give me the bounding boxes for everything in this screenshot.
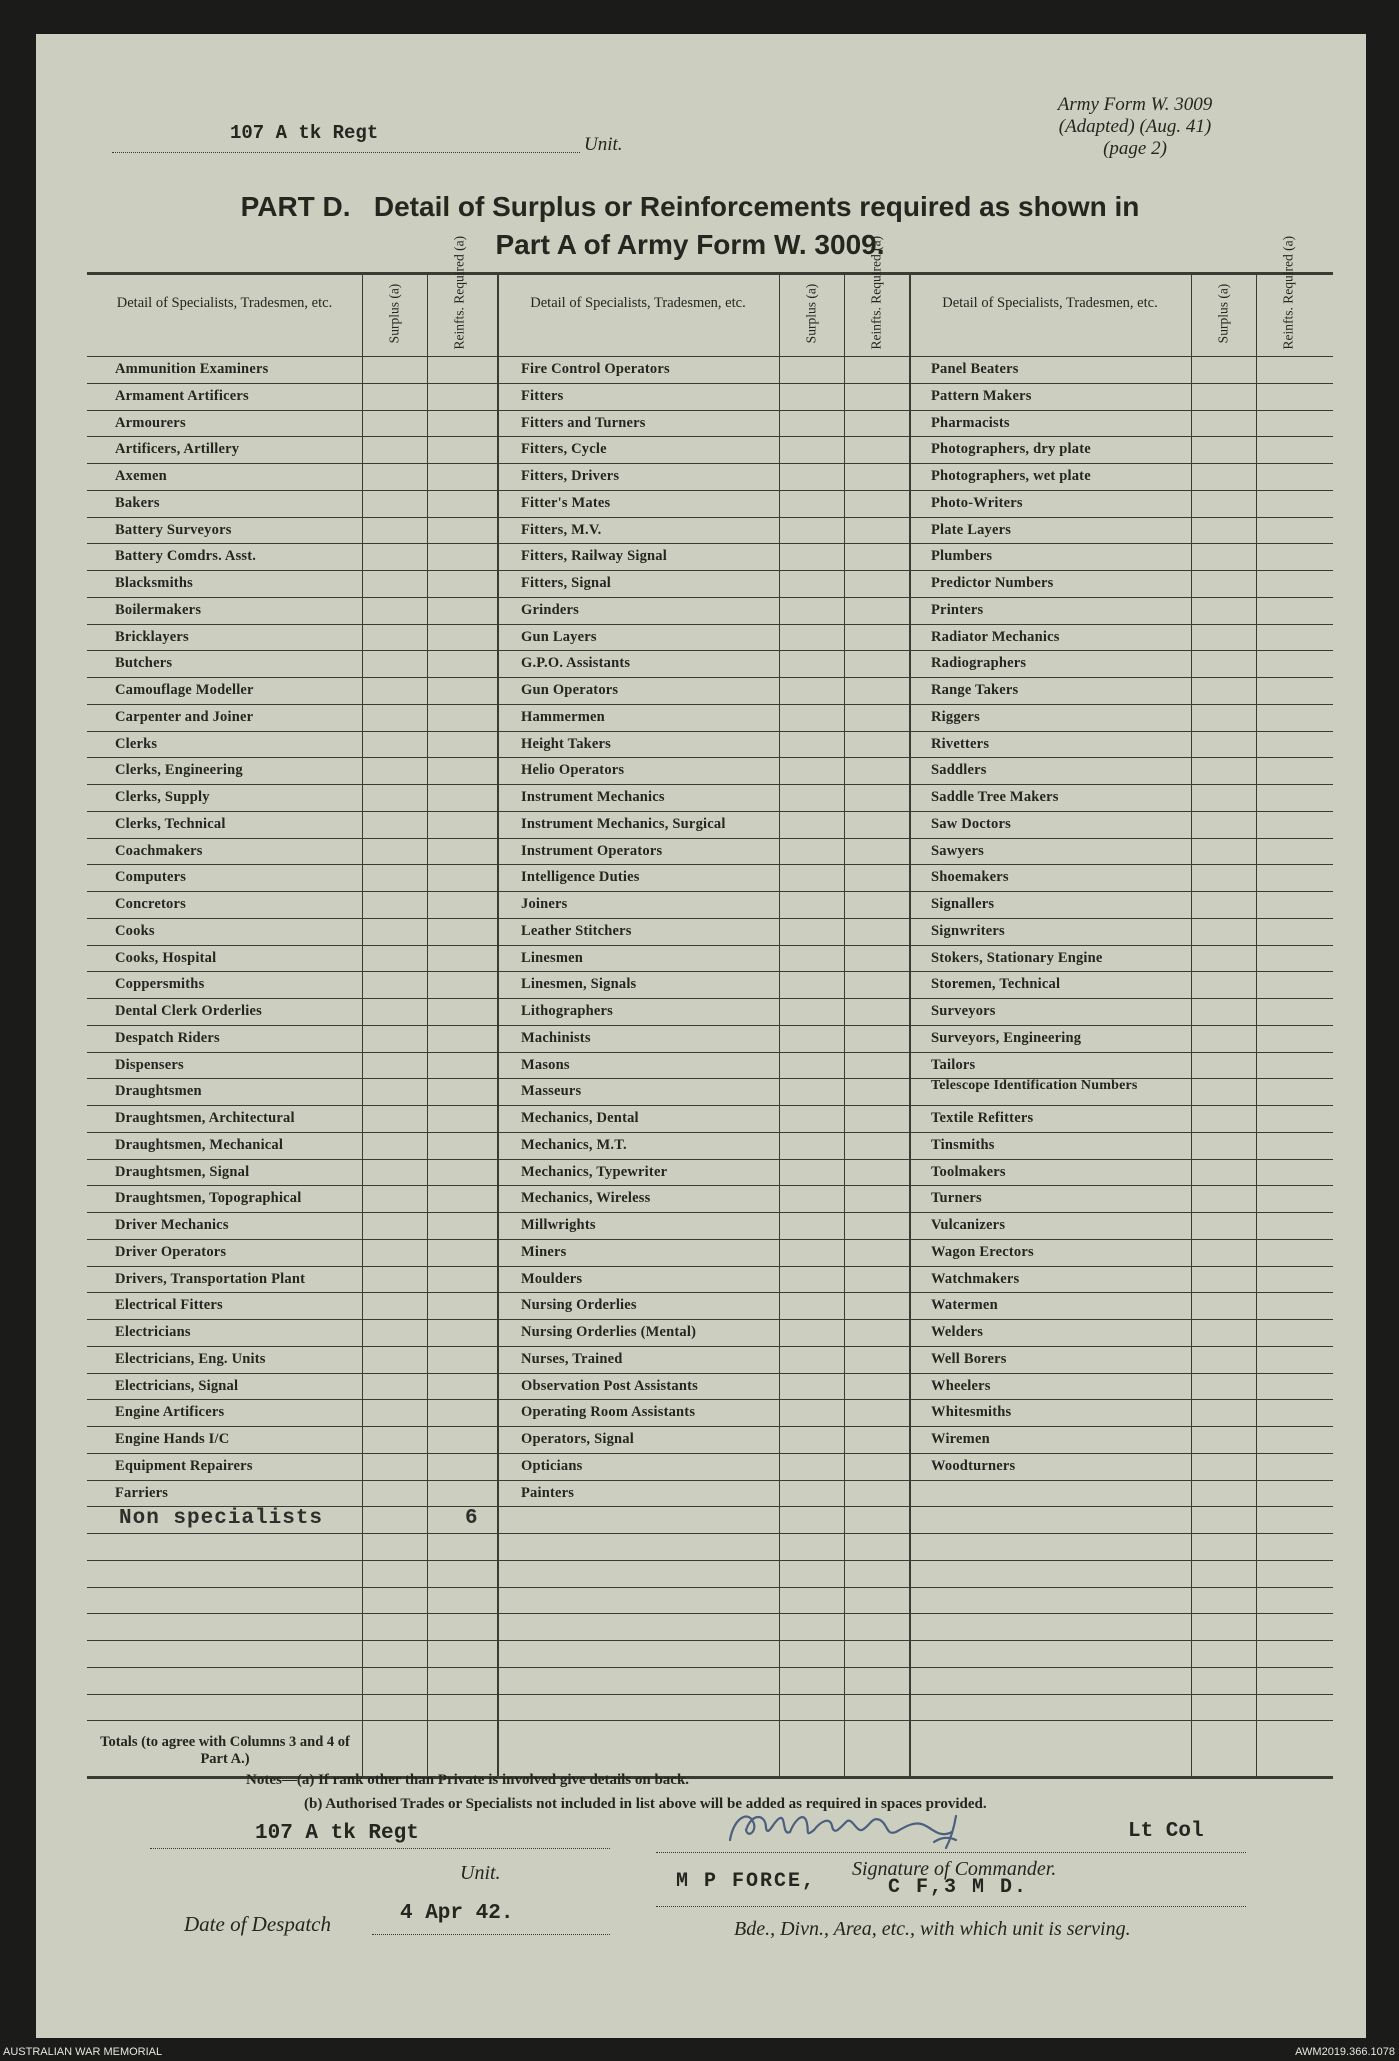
specialist-name: Hammermen [521,708,605,725]
entry-reinfts: 6 [465,1507,479,1531]
specialist-name: Wheelers [931,1377,991,1394]
group-divider [497,272,499,1776]
specialist-name: Despatch Riders [115,1029,220,1046]
row-rule [87,383,1333,384]
specialist-name: Wiremen [931,1431,990,1447]
specialist-name: Operators, Signal [521,1431,634,1447]
date-value: 4 Apr 42. [400,1902,514,1925]
specialist-name: Sawyers [931,842,984,859]
archive-left: AUSTRALIAN WAR MEMORIAL [3,2046,163,2058]
row-rule [87,1319,1333,1320]
row-rule [87,838,1333,839]
specialist-name: Masseurs [521,1083,582,1100]
specialist-name: Mechanics, Dental [521,1110,639,1126]
specialist-name: Surveyors [931,1003,996,1019]
row-rule [87,490,1333,491]
row-rule [87,624,1333,625]
col-divider [779,272,780,1776]
specialist-name: Fire Control Operators [521,361,670,377]
specialist-name: Radiator Mechanics [931,628,1060,645]
specialist-name: Bakers [115,494,160,511]
specialist-name: Fitters, M.V. [521,521,602,538]
specialist-name: G.P.O. Assistants [521,655,631,672]
specialist-name: Drivers, Transportation Plant [115,1270,306,1287]
header-surplus: Surplus (a) [1215,283,1231,344]
specialist-name: Clerks, Technical [115,815,226,832]
specialist-name: Computers [115,869,187,886]
specialist-name: Fitters, Railway Signal [521,548,667,565]
specialist-name: Printers [931,601,984,618]
area-value-2: C F,3 M D. [888,1876,1029,1899]
group-divider [909,272,911,1776]
specialist-name: Gun Layers [521,628,597,645]
specialist-name: Telescope Identification Numbers [931,1078,1138,1094]
specialist-name: Axemen [115,468,167,484]
header-bottom-rule [87,356,1333,357]
specialist-name: Blacksmiths [115,575,193,591]
row-rule [87,1533,1333,1534]
specialist-name: Fitters and Turners [521,414,646,431]
specialist-name: Draughtsmen, Mechanical [115,1136,284,1153]
specialist-name: Clerks, Engineering [115,762,243,779]
specialist-name: Farriers [115,1484,169,1501]
specialist-name: Fitter's Mates [521,494,611,511]
specialist-name: Photographers, dry plate [931,441,1091,458]
title-line1: PART D. Detail of Surplus or Reinforcements required as shown in [240,191,1140,222]
signature-label: Signature of Commander. [852,1858,1057,1880]
specialist-name: Photo-Writers [931,494,1023,511]
row-rule [87,811,1333,812]
specialist-name: Camouflage Modeller [115,682,254,698]
footer-unit-value: 107 A tk Regt [255,1822,419,1845]
row-rule [87,1292,1333,1293]
specialist-name: Tailors [931,1056,976,1073]
unit-top-field [112,122,580,153]
specialist-name: Mechanics, M.T. [521,1136,627,1153]
specialist-name: Engine Hands I/C [115,1431,230,1447]
rank-value: Lt Col [1128,1820,1204,1843]
specialist-name: Operating Room Assistants [521,1404,696,1421]
row-rule [87,436,1333,437]
specialist-name: Coachmakers [115,842,203,859]
handwritten-signature [720,1802,980,1850]
row-rule [87,731,1333,732]
col-divider [1191,272,1192,1776]
area-field-line [656,1906,1246,1907]
specialist-name: Intelligence Duties [521,869,640,886]
specialist-name: Range Takers [931,682,1019,698]
row-rule [87,891,1333,892]
specialist-name: Draughtsmen, Signal [115,1163,250,1180]
specialist-name: Textile Refitters [931,1110,1034,1126]
form-reference-line1: Army Form W. 3009 [1057,94,1213,115]
specialist-name: Bricklayers [115,628,189,645]
footer-unit-field [150,1818,610,1849]
form-reference-line2: (Adapted) (Aug. 41) [1058,116,1212,137]
specialist-name: Moulders [521,1270,583,1287]
row-rule [87,1052,1333,1053]
date-field [372,1902,610,1935]
specialist-name: Storemen, Technical [931,976,1061,993]
specialist-name: Fitters, Signal [521,575,611,591]
specialist-name: Plate Layers [931,521,1012,538]
row-rule [87,1132,1333,1133]
specialist-name: Linesmen [521,949,584,966]
specialist-name: Battery Surveyors [115,521,232,538]
header-detail: Detail of Specialists, Tradesmen, etc. [116,295,333,311]
row-rule [87,998,1333,999]
area-value-1: M P FORCE, [676,1870,817,1893]
row-rule [87,1667,1333,1668]
row-rule [87,945,1333,946]
specialist-name: Photographers, wet plate [931,468,1091,484]
totals-label: Totals (to agree with Columns 3 and 4 of Part A.) [100,1734,350,1768]
specialist-name: Electrical Fitters [115,1297,223,1314]
specialist-name: Artificers, Artillery [115,441,240,458]
specialist-name: Watermen [931,1297,998,1314]
row-rule [87,1266,1333,1267]
specialist-name: Saw Doctors [931,815,1011,832]
specialist-name: Concretors [115,896,186,912]
specialist-name: Leather Stitchers [521,922,632,939]
specialist-name: Stokers, Stationary Engine [931,949,1103,966]
row-rule [87,864,1333,865]
row-rule [87,1587,1333,1588]
col-divider [1256,272,1257,1776]
header-surplus: Surplus (a) [386,283,402,344]
header-surplus: Surplus (a) [803,283,819,344]
header-detail: Detail of Specialists, Tradesmen, etc. [530,295,746,311]
row-rule [87,757,1333,758]
specialist-name: Coppersmiths [115,976,205,993]
specialist-name: Helio Operators [521,762,625,779]
specialist-name: Ammunition Examiners [115,361,269,377]
row-rule [87,650,1333,651]
specialist-name: Predictor Numbers [931,575,1054,591]
specialist-name: Draughtsmen [115,1083,202,1100]
unit-top-value: 107 A tk Regt [230,122,379,144]
row-rule [87,1399,1333,1400]
specialist-name: Equipment Repairers [115,1457,253,1474]
row-rule [87,1694,1333,1695]
specialist-name: Linesmen, Signals [521,976,637,993]
specialist-name: Gun Operators [521,682,619,698]
form-reference-line3: (page 2) [1103,138,1167,159]
specialist-name: Signallers [931,896,995,912]
specialist-name: Clerks, Supply [115,789,210,805]
specialist-name: Fitters, Cycle [521,441,607,458]
specialist-name: Miners [521,1243,567,1260]
row-rule [87,1105,1333,1106]
footer-unit-label: Unit. [460,1862,501,1884]
col-divider [427,272,428,1776]
specialist-name: Joiners [521,896,568,912]
row-rule [87,517,1333,518]
area-label: Bde., Divn., Area, etc., with which unit is serving. [734,1918,1131,1940]
specialist-name: Electricians, Signal [115,1377,239,1394]
specialist-name: Instrument Mechanics, Surgical [521,815,726,832]
form-reference [1010,94,1260,160]
row-rule [87,597,1333,598]
header-detail: Detail of Specialists, Tradesmen, etc. [942,295,1158,311]
specialist-name: Toolmakers [931,1163,1006,1180]
title-line2: Part A of Army Form W. 3009. [495,229,885,260]
row-rule [87,918,1333,919]
specialist-name: Lithographers [521,1003,614,1019]
specialist-name: Riggers [931,708,980,725]
entry-label: Non specialists [119,1507,324,1531]
specialist-name: Radiographers [931,655,1027,672]
note-a: Notes—(a) If rank other than Private is involved give details on back. [246,1772,690,1788]
header-reinfts: Reinfts. Required (a) [451,235,467,350]
specialist-name: Saddle Tree Makers [931,789,1059,805]
archive-right: AWM2019.366.1078 [1295,2046,1395,2058]
row-rule [87,570,1333,571]
specialist-name: Dispensers [115,1056,184,1073]
unit-top-label: Unit. [584,134,623,155]
header-reinfts: Reinfts. Required (a) [1280,235,1296,350]
specialist-name: Welders [931,1324,984,1340]
specialist-name: Signwriters [931,922,1005,939]
page-title [140,188,1240,264]
row-rule [87,1560,1333,1561]
specialist-name: Pattern Makers [931,387,1032,404]
specialist-name: Fitters [521,387,564,404]
specialist-name: Pharmacists [931,414,1010,431]
specialist-name: Machinists [521,1029,591,1046]
specialist-name: Vulcanizers [931,1217,1006,1233]
specialist-name: Masons [521,1056,570,1073]
row-rule [87,1212,1333,1213]
specialist-name: Dental Clerk Orderlies [115,1003,262,1019]
specialist-name: Opticians [521,1457,583,1474]
specialist-name: Instrument Mechanics [521,789,665,805]
specialist-name: Painters [521,1484,575,1501]
specialist-name: Millwrights [521,1217,596,1233]
specialist-name: Electricians, Eng. Units [115,1350,266,1367]
specialist-name: Electricians [115,1324,191,1340]
row-rule [87,1613,1333,1614]
row-rule [87,1239,1333,1240]
specialist-name: Surveyors, Engineering [931,1029,1082,1046]
row-rule [87,1640,1333,1641]
row-rule [87,677,1333,678]
col-divider [844,272,845,1776]
specialist-name: Draughtsmen, Architectural [115,1110,295,1126]
specialist-name: Battery Comdrs. Asst. [115,548,257,565]
specialist-name: Watchmakers [931,1270,1020,1287]
specialist-name: Height Takers [521,735,612,752]
specialist-name: Grinders [521,601,579,618]
specialist-name: Plumbers [931,548,993,565]
specialist-name: Woodturners [931,1457,1016,1474]
specialist-name: Boilermakers [115,601,202,618]
specialist-name: Carpenter and Joiner [115,708,254,725]
row-rule [87,1159,1333,1160]
specialist-name: Tinsmiths [931,1136,995,1153]
specialist-name: Nursing Orderlies [521,1297,637,1314]
specialist-name: Well Borers [931,1350,1007,1367]
row-rule [87,410,1333,411]
specialist-name: Wagon Erectors [931,1243,1034,1260]
specialist-name: Draughtsmen, Topographical [115,1190,302,1207]
row-rule [87,1185,1333,1186]
header-reinfts: Reinfts. Required (a) [868,235,884,350]
specialist-name: Mechanics, Typewriter [521,1163,668,1180]
totals-top-rule [87,1720,1333,1721]
note-b: (b) Authorised Trades or Specialists not included in list above will be added as required in spaces provided. [304,1796,987,1812]
specialist-name: Armament Artificers [115,387,249,404]
row-rule [87,543,1333,544]
row-rule [87,1346,1333,1347]
table-top-rule [87,272,1333,275]
specialist-name: Nurses, Trained [521,1350,623,1367]
specialist-name: Butchers [115,655,173,672]
row-rule [87,1025,1333,1026]
specialist-name: Cooks, Hospital [115,949,217,966]
specialist-name: Mechanics, Wireless [521,1190,651,1207]
specialist-name: Engine Artificers [115,1404,225,1421]
row-rule [87,971,1333,972]
row-rule [87,1373,1333,1374]
row-rule [87,463,1333,464]
specialist-name: Observation Post Assistants [521,1377,698,1394]
specialist-name: Whitesmiths [931,1404,1012,1421]
specialist-name: Turners [931,1190,982,1207]
specialist-name: Clerks [115,735,158,752]
date-label: Date of Despatch [184,1912,331,1936]
row-rule [87,704,1333,705]
signature-field [656,1818,1246,1853]
specialist-name: Rivetters [931,735,990,752]
specialist-name: Armourers [115,414,186,431]
specialist-name: Saddlers [931,762,987,779]
specialist-name: Instrument Operators [521,842,663,859]
specialist-name: Nursing Orderlies (Mental) [521,1324,697,1340]
specialist-name: Fitters, Drivers [521,468,620,484]
specialist-name: Cooks [115,922,155,939]
specialist-name: Driver Operators [115,1243,227,1260]
specialist-name: Driver Mechanics [115,1217,229,1233]
row-rule [87,1453,1333,1454]
row-rule [87,784,1333,785]
row-rule [87,1480,1333,1481]
specialist-name: Panel Beaters [931,361,1019,377]
row-rule [87,1426,1333,1427]
specialist-name: Shoemakers [931,869,1009,886]
